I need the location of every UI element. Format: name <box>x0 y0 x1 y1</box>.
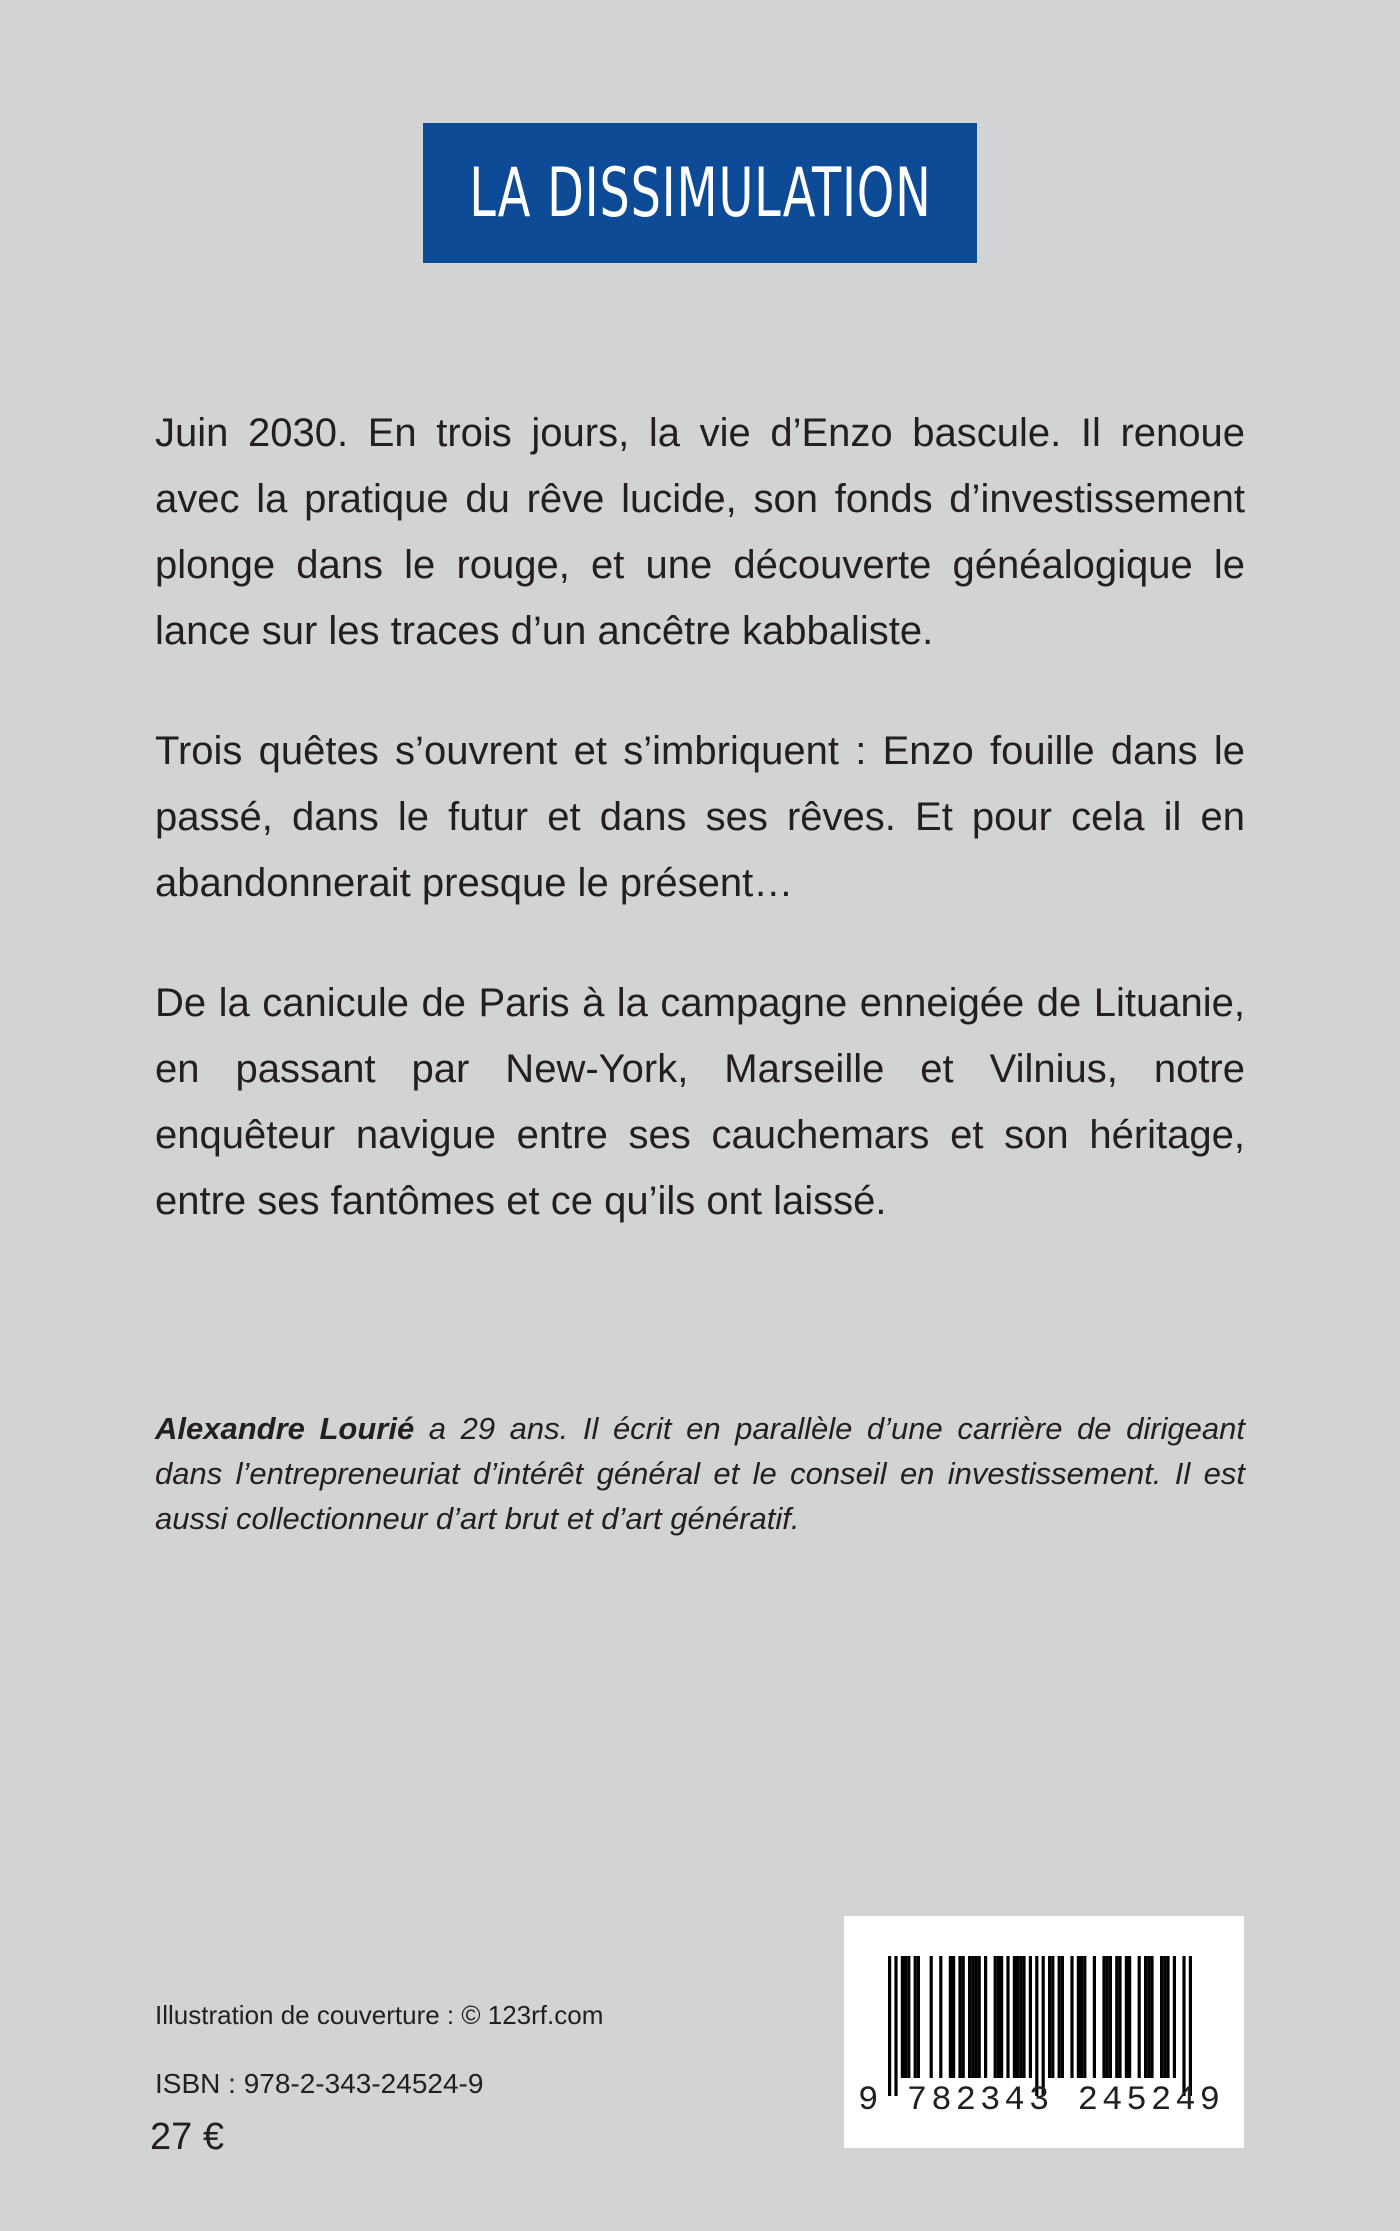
barcode-bar <box>1016 1956 1019 2078</box>
barcode-bar <box>1115 1956 1118 2078</box>
blurb-paragraph-1: Juin 2030. En trois jours, la vie d’Enzo bascule. Il renoue avec la pratique du rêve lucide, son fonds d’investissement plonge dans le rouge, et une découverte généalogique le lance sur les traces d’un ancêtre kabbaliste. <box>155 411 1245 653</box>
barcode-bar <box>1106 1956 1109 2078</box>
barcode-bar <box>939 1956 942 2078</box>
barcode-bar <box>1061 1956 1064 2078</box>
barcode-bar <box>894 1956 897 2096</box>
blurb-paragraph-2: Trois quêtes s’ouvrent et s’imbriquent : Enzo fouille dans le passé, dans le futur et dans ses rêves. Et pour cela il en abandonnerait presque le présent… <box>155 729 1245 905</box>
barcode-bar <box>968 1956 971 2078</box>
barcode-bar <box>952 1956 955 2078</box>
barcode-bar <box>1058 1956 1061 2078</box>
barcode-bar <box>962 1956 965 2078</box>
barcode-bar <box>1138 1956 1141 2078</box>
author-name: Alexandre Lourié <box>155 1411 415 1446</box>
barcode-bar <box>1051 1956 1054 2078</box>
barcode-bar <box>914 1956 917 2078</box>
barcode-bar <box>917 1956 920 2078</box>
barcode-bar <box>1109 1956 1112 2078</box>
barcode-bar <box>1083 1956 1086 2078</box>
barcode-bar <box>1048 1956 1051 2078</box>
barcode-bar <box>1166 1956 1169 2078</box>
barcode-bar <box>907 1956 910 2078</box>
barcode-bar <box>1102 1956 1105 2078</box>
title-banner <box>423 123 977 263</box>
barcode-bar <box>930 1956 933 2078</box>
barcode-bar <box>1013 1956 1016 2078</box>
barcode-bar <box>971 1956 974 2078</box>
barcode-bar <box>901 1956 904 2078</box>
barcode-bar <box>1173 1956 1176 2078</box>
barcode-bar <box>1118 1956 1121 2078</box>
barcode-bar <box>1006 1956 1009 2078</box>
barcode-digits: 9 782343 245249 <box>858 2082 1225 2120</box>
author-bio-text: a 29 ans. Il écrit en parallèle d’une carrière de dirigeant dans l’entrepreneuriat d’intérêt général et le conseil en investissement. Il est aussi collectionneur d’art brut et d’art génératif. <box>155 1411 1245 1536</box>
barcode-bar <box>984 1956 987 2078</box>
blurb-paragraph-3: De la canicule de Paris à la campagne enneigée de Lituanie, en passant par New-York, Marseille et Vilnius, notre enquêteur navigue entre ses cauchemars et son héritage, entre ses fantômes et ce qu’ils ont laissé. <box>155 981 1245 1223</box>
barcode-bar <box>1019 1956 1022 2078</box>
barcode-bar <box>1125 1956 1128 2078</box>
barcode-bar <box>1093 1956 1096 2078</box>
barcode-bar <box>1000 1956 1003 2078</box>
barcode-bar <box>1035 1956 1038 2096</box>
isbn: ISBN : 978-2-343-24524-9 <box>155 2068 484 2099</box>
barcode-bar <box>997 1956 1000 2078</box>
barcode-bar <box>1189 1956 1192 2096</box>
barcode-bar <box>1070 1956 1073 2078</box>
barcode-bar <box>904 1956 907 2078</box>
cover-illustration-credit: Illustration de couverture : © 123rf.com <box>155 2000 604 2030</box>
barcode-bar <box>1182 1956 1185 2096</box>
barcode-bar <box>1029 1956 1032 2078</box>
barcode-bar <box>958 1956 961 2078</box>
barcode-bar <box>1080 1956 1083 2078</box>
barcode-bar <box>1042 1956 1045 2096</box>
barcode <box>844 1916 1244 2148</box>
price: 27 € <box>150 2116 224 2158</box>
barcode-bar <box>1150 1956 1153 2078</box>
barcode-bar <box>978 1956 981 2078</box>
barcode-bar <box>1163 1956 1166 2078</box>
author-bio <box>155 1406 1245 1541</box>
book-title: LA DISSIMULATION <box>468 153 932 233</box>
barcode-bar <box>1160 1956 1163 2078</box>
barcode-bar <box>888 1956 891 2096</box>
barcode-bar <box>1077 1956 1080 2078</box>
barcode-bar <box>949 1956 952 2078</box>
barcode-bar <box>974 1956 977 2078</box>
barcode-bar <box>1144 1956 1147 2078</box>
barcode-bar <box>1128 1956 1131 2078</box>
barcode-bar <box>1147 1956 1150 2078</box>
barcode-bar <box>1022 1956 1025 2078</box>
barcode-bar <box>994 1956 997 2078</box>
